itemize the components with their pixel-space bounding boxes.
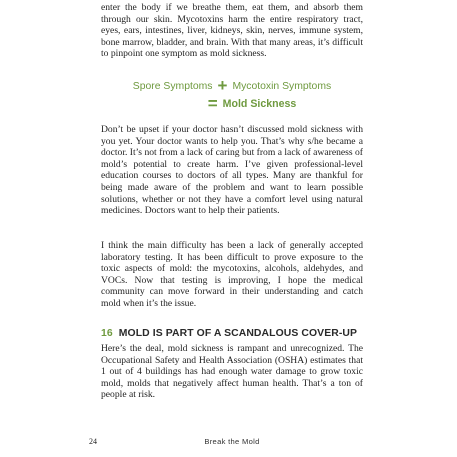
equation-line-sum: [101, 78, 363, 94]
paragraph-mycotoxin-harm: enter the body if we breathe them, eat them, and absorb them through our skin. Mycotoxins harm the entire respiratory tract, eyes, ears, intestines, liver, kidneys, skin, nerves, immune system, bone marrow, bladder, and brain. With that many areas, it’s difficult to pinpoint one symptom as mold sickness.: [101, 2, 363, 60]
running-title: Break the Mold: [204, 437, 260, 446]
symptom-equation: [101, 78, 363, 113]
plus-icon: +: [217, 76, 228, 95]
equation-term-mycotoxin: Mycotoxin Symptoms: [232, 80, 332, 92]
page-footer: [89, 437, 363, 449]
equation-line-result: [101, 95, 363, 113]
equation-result: Mold Sickness: [222, 98, 297, 110]
paragraph-doctor: Don’t be upset if your doctor hasn’t discussed mold sickness with you yet. Your doctor wants to help you. That’s why s/he became a doctor. It’s not from a lack of caring but from a lack of awareness of mold’s potential to create harm. I’ve given professional-level education courses to doctors of all types. Many are thankful for being made aware of the problem and want to learn possible solutions, whether or not they have a comfort level using natural medicines. Doctors want to help their patients.: [101, 124, 363, 217]
paragraph-osha: Here’s the deal, mold sickness is rampant and unrecognized. The Occupational Safety and Health Association (OSHA) estimates that 1 out of 4 buildings has had enough water damage to grow toxic mold, molds that negatively affect human health. That’s a ton of people at risk.: [101, 343, 363, 401]
page-number: 24: [89, 437, 97, 446]
book-page: [89, 0, 363, 457]
section-number: 16: [101, 328, 113, 339]
section-title: MOLD IS PART OF A SCANDALOUS COVER-UP: [118, 328, 358, 339]
equation-term-spore: Spore Symptoms: [132, 80, 213, 92]
equals-icon: =: [207, 94, 218, 113]
paragraph-testing: I think the main difficulty has been a lack of generally accepted laboratory testing. It has been difficult to prove exposure to the toxic aspects of mold: the mycotoxins, alcohols, aldehydes, and VOCs. Now that testing is improving, I hope the medical community can move forward in their understanding and catch mold when it’s the issue.: [101, 240, 363, 309]
section-heading: [101, 328, 363, 339]
